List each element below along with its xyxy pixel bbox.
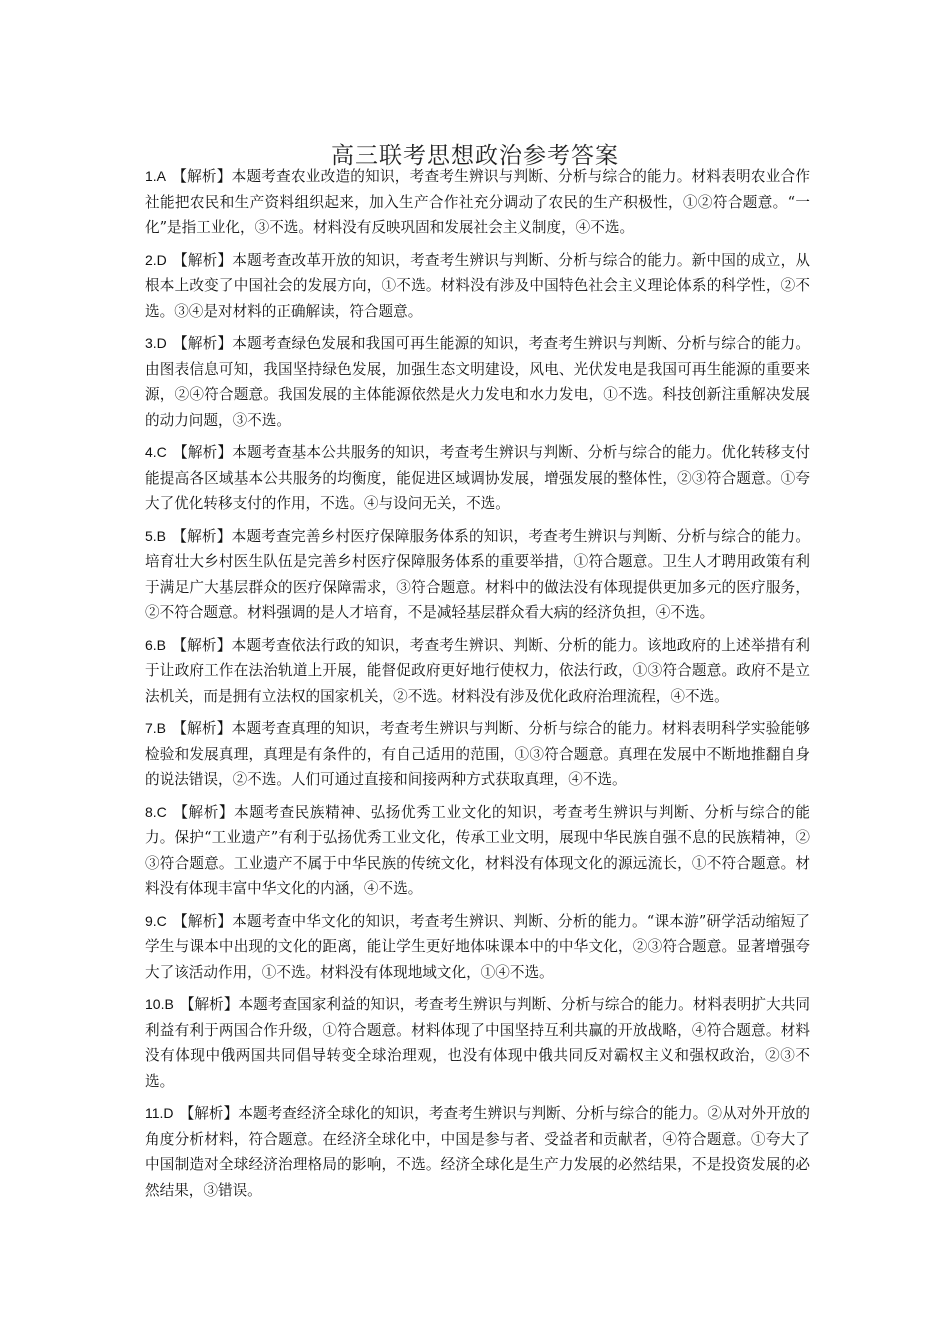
answer-item bbox=[145, 1101, 810, 1203]
answer-item bbox=[145, 524, 810, 626]
answer-number: 6.B bbox=[145, 636, 167, 653]
answer-item bbox=[145, 331, 810, 433]
answer-explanation: 【解析】本题考查经济全球化的知识，考查考生辨识与判断、分析与综合的能力。②从对外开放的角度分析材料，符合题意。在经济全球化中，中国是参与者、受益者和贡献者，④符合题意。①夸大了中国制造对全球经济治理格局的影响，不选。经济全球化是生产力发展的必然结果，不是投资发展的必然结果，③错误。 bbox=[145, 1105, 810, 1199]
answer-item bbox=[145, 716, 810, 793]
answer-number: 3.D bbox=[145, 335, 167, 351]
answer-number: 4.C bbox=[145, 444, 167, 460]
answer-item bbox=[145, 440, 810, 517]
answer-item bbox=[145, 164, 810, 241]
answer-explanation: 【解析】本题考查中华文化的知识，考查考生辨识、判断、分析的能力。“课本游”研学活动缩短了学生与课本中出现的文化的距离，能让学生更好地体味课本中的中华文化，②③符合题意。显著增强夸大了该活动作用，①不选。材料没有体现地域文化，①④不选。 bbox=[145, 912, 810, 981]
answer-number: 10.B bbox=[145, 996, 174, 1012]
document-title: 高三联考思想政治参考答案 bbox=[331, 143, 619, 170]
answer-number: 2.D bbox=[145, 251, 167, 268]
answer-item bbox=[145, 248, 810, 325]
answer-list bbox=[145, 164, 810, 1210]
answer-number: 11.D bbox=[145, 1105, 174, 1121]
answer-item bbox=[145, 909, 810, 986]
answer-item bbox=[145, 992, 810, 1094]
answer-explanation: 【解析】本题考查基本公共服务的知识，考查考生辨识与判断、分析与综合的能力。优化转移支付能提高各区域基本公共服务的均衡度，能促进区域调协发展，增强发展的整体性，②③符合题意。①夸大了优化转移支付的作用，不选。④与设问无关，不选。 bbox=[145, 444, 810, 512]
answer-item bbox=[145, 800, 810, 902]
answer-explanation: 【解析】本题考查农业改造的知识，考查考生辨识与判断、分析与综合的能力。材料表明农业合作社能把农民和生产资料组织起来，加入生产合作社充分调动了农民的生产积极性，①②符合题意。“一化”是指工业化，③不选。材料没有反映巩固和发展社会主义制度，④不选。 bbox=[145, 168, 810, 236]
answer-explanation: 【解析】本题考查绿色发展和我国可再生能源的知识，考查考生辨识与判断、分析与综合的能力。由图表信息可知，我国坚持绿色发展，加强生态文明建设，风电、光伏发电是我国可再生能源的重要来源，②④符合题意。我国发展的主体能源依然是火力发电和水力发电，①不选。科技创新注重解决发展的动力问题，③不选。 bbox=[145, 335, 810, 429]
answer-explanation: 【解析】本题考查完善乡村医疗保障服务体系的知识，考查考生辨识与判断、分析与综合的能力。培育壮大乡村医生队伍是完善乡村医疗保障服务体系的重要举措，①符合题意。卫生人才聘用政策有利于满足广大基层群众的医疗保障需求，③符合题意。材料中的做法没有体现提供更加多元的医疗服务，②不符合题意。材料强调的是人才培育，不是减轻基层群众看大病的经济负担，④不选。 bbox=[145, 527, 810, 621]
answer-explanation: 【解析】本题考查改革开放的知识，考查考生辨识与判断、分析与综合的能力。新中国的成立，从根本上改变了中国社会的发展方向，①不选。材料没有涉及中国特色社会主义理论体系的科学性，②不选。③④是对材料的正确解读，符合题意。 bbox=[145, 251, 810, 320]
answer-explanation: 【解析】本题考查民族精神、弘扬优秀工业文化的知识，考查考生辨识与判断、分析与综合的能力。保护“工业遗产”有利于弘扬优秀工业文化，传承工业文明，展现中华民族自强不息的民族精神，②③符合题意。工业遗产不属于中华民族的传统文化，材料没有体现文化的源远流长，①不符合题意。材料没有体现丰富中华文化的内涵，④不选。 bbox=[145, 803, 810, 897]
answer-item bbox=[145, 633, 810, 710]
answer-explanation: 【解析】本题考查真理的知识，考查考生辨识与判断、分析与综合的能力。材料表明科学实验能够检验和发展真理，真理是有条件的，有自己适用的范围，①③符合题意。真理在发展中不断地推翻自身的说法错误，②不选。人们可通过直接和间接两种方式获取真理，④不选。 bbox=[145, 720, 810, 788]
answer-number: 8.C bbox=[145, 803, 167, 820]
answer-number: 9.C bbox=[145, 912, 167, 929]
answer-explanation: 【解析】本题考查依法行政的知识，考查考生辨识、判断、分析的能力。该地政府的上述举措有利于让政府工作在法治轨道上开展，能督促政府更好地行使权力，依法行政，①③符合题意。政府不是立法机关，而是拥有立法权的国家机关，②不选。材料没有涉及优化政府治理流程，④不选。 bbox=[145, 636, 810, 705]
answer-number: 5.B bbox=[145, 527, 167, 544]
answer-number: 7.B bbox=[145, 720, 167, 736]
answer-number: 1.A bbox=[145, 168, 167, 184]
answer-explanation: 【解析】本题考查国家利益的知识，考查考生辨识与判断、分析与综合的能力。材料表明扩大共同利益有利于两国合作升级，①符合题意。材料体现了中国坚持互利共赢的开放战略，④符合题意。材料没有体现中俄两国共同倡导转变全球治理观，也没有体现中俄共同反对霸权主义和强权政治，②③不选。 bbox=[145, 996, 810, 1090]
